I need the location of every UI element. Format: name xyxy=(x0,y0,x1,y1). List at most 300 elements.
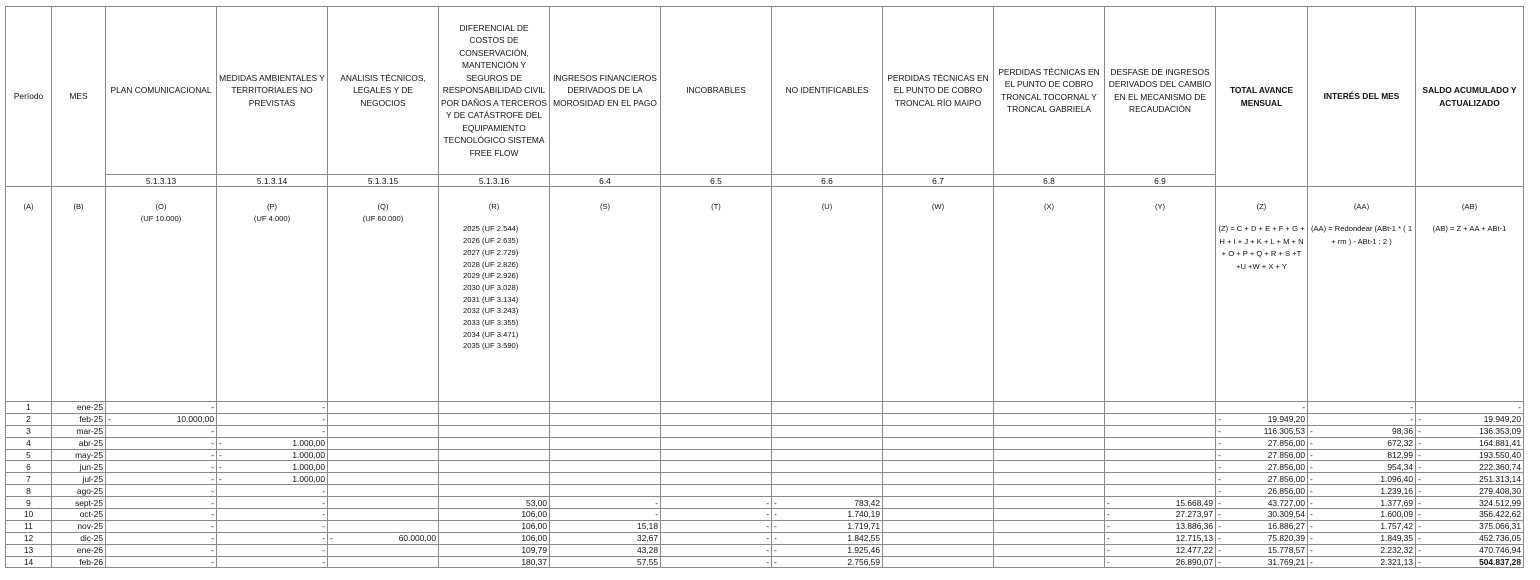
cell-Z xyxy=(1216,497,1308,509)
cell-AA xyxy=(1308,509,1416,521)
cell-P: - xyxy=(217,556,328,568)
cell-p: 5 xyxy=(6,449,52,461)
spreadsheet xyxy=(5,6,1524,568)
cell-value: 375.066,31 xyxy=(1479,521,1521,532)
cell-Q xyxy=(328,497,439,509)
accounting-dash: - xyxy=(1310,557,1313,568)
cell-U xyxy=(772,449,883,461)
cell-value: 15.668,49 xyxy=(1175,497,1213,508)
cell-X xyxy=(994,520,1105,532)
cell-Y xyxy=(1105,509,1216,521)
accounting-dash: - xyxy=(1107,545,1110,556)
header-row xyxy=(6,7,1524,175)
desc-T xyxy=(661,187,772,402)
cell-T: - xyxy=(661,556,772,568)
cell-S xyxy=(550,461,661,473)
code-Q: 5.1.3.15 xyxy=(328,175,439,187)
accounting-dash: - xyxy=(1418,509,1421,520)
r-year-item: 2034 (UF 3.471) xyxy=(463,329,519,339)
cell-S: 15,18 xyxy=(550,520,661,532)
cell-O: - xyxy=(106,544,217,556)
cell-Q xyxy=(328,509,439,521)
r-year-item: 2035 (UF 3.590) xyxy=(463,341,519,351)
cell-p: 10 xyxy=(6,509,52,521)
cell-Y xyxy=(1105,461,1216,473)
code-S: 6.4 xyxy=(550,175,661,187)
cell-X xyxy=(994,485,1105,497)
accounting-dash: - xyxy=(1418,461,1421,472)
cell-X xyxy=(994,425,1105,437)
accounting-dash: - xyxy=(219,461,222,472)
cell-T: - xyxy=(661,509,772,521)
formula-AA: (AA) = Redondear (ABt-1 * ( 1 + rm ) - ABt-1 ; 2 ) xyxy=(1310,224,1413,246)
letter-S: (S) xyxy=(599,202,611,211)
formula-Z: (Z) = C + D + E + F + G + H + I + J + K + L + M + N + O + P + Q + R + S +T +U +W + X + Y xyxy=(1218,224,1305,271)
code-P: 5.1.3.14 xyxy=(217,175,328,187)
desc-AA xyxy=(1308,187,1416,402)
header-O: PLAN COMUNICACIONAL xyxy=(106,7,217,175)
r-year-item: 2033 (UF 3.355) xyxy=(463,318,519,328)
cell-value: 19.949,20 xyxy=(1483,414,1521,425)
cell-value: 1.000,00 xyxy=(292,450,325,460)
cell-R xyxy=(439,485,550,497)
header-AB: SALDO ACUMULADO Y ACTUALIZADO xyxy=(1416,7,1524,187)
cell-T xyxy=(661,425,772,437)
cell-AA xyxy=(1308,437,1416,449)
code-W: 6.7 xyxy=(883,175,994,187)
cell-m: feb-26 xyxy=(52,556,106,568)
letter-B-text: (B) xyxy=(73,202,84,211)
cell-value: 470.746,94 xyxy=(1479,545,1521,556)
cell-p: 6 xyxy=(6,461,52,473)
cell-Y xyxy=(1105,520,1216,532)
cell-R xyxy=(439,425,550,437)
cell-W xyxy=(883,413,994,425)
accounting-dash: - xyxy=(1418,521,1421,532)
cell-Y xyxy=(1105,532,1216,544)
code-X: 6.8 xyxy=(994,175,1105,187)
cell-value: 16.886,27 xyxy=(1267,521,1305,532)
cell-X xyxy=(994,532,1105,544)
cell-value: 12.477,22 xyxy=(1175,545,1213,556)
desc-W xyxy=(883,187,994,402)
accounting-dash: - xyxy=(1310,461,1313,472)
cell-R xyxy=(439,473,550,485)
cell-W xyxy=(883,544,994,556)
cell-Q xyxy=(328,556,439,568)
cell-m: ene-26 xyxy=(52,544,106,556)
cell-Q xyxy=(328,402,439,414)
cell-T: - xyxy=(661,532,772,544)
cell-Z xyxy=(1216,437,1308,449)
accounting-dash: - xyxy=(774,521,777,532)
cell-value: 27.273,97 xyxy=(1175,509,1213,520)
table-row xyxy=(6,402,1524,414)
cell-value: 2.232,32 xyxy=(1380,545,1413,556)
letter-U: (U) xyxy=(821,202,833,211)
cell-U xyxy=(772,473,883,485)
cell-value: 1.719,71 xyxy=(847,521,880,532)
cell-T: - xyxy=(661,520,772,532)
accounting-dash: - xyxy=(1218,557,1221,568)
cell-value: 15.778,57 xyxy=(1267,545,1305,556)
letter-X: (X) xyxy=(1043,202,1055,211)
cap-P: (UF 4.000) xyxy=(253,214,291,224)
cell-P xyxy=(217,461,328,473)
cell-R: 106,00 xyxy=(439,509,550,521)
cell-O xyxy=(106,413,217,425)
letter-Q: (Q) xyxy=(377,202,389,211)
letter-T: (T) xyxy=(711,202,721,211)
cell-Q xyxy=(328,437,439,449)
accounting-dash: - xyxy=(1218,426,1221,437)
cell-m: may-25 xyxy=(52,449,106,461)
cell-m: jun-25 xyxy=(52,461,106,473)
cell-Y xyxy=(1105,497,1216,509)
cell-Z xyxy=(1216,413,1308,425)
desc-Y xyxy=(1105,187,1216,402)
cell-T xyxy=(661,473,772,485)
accounting-dash: - xyxy=(1107,533,1110,544)
r-year-item: 2028 (UF 2.826) xyxy=(463,259,519,269)
cell-U xyxy=(772,544,883,556)
cell-U xyxy=(772,402,883,414)
cell-T: - xyxy=(661,544,772,556)
cell-value: 251.313,14 xyxy=(1479,473,1521,484)
cell-X xyxy=(994,544,1105,556)
header-mes: MES xyxy=(52,7,106,187)
cell-X xyxy=(994,402,1105,414)
accounting-dash: - xyxy=(774,533,777,544)
cell-S: - xyxy=(550,497,661,509)
cell-U xyxy=(772,509,883,521)
table-row xyxy=(6,425,1524,437)
desc-S xyxy=(550,187,661,402)
accounting-dash: - xyxy=(1310,426,1313,437)
cell-value: 1.377,69 xyxy=(1380,497,1413,508)
r-year-item: 2025 (UF 2.544) xyxy=(463,224,519,234)
cell-S xyxy=(550,473,661,485)
accounting-dash: - xyxy=(1418,473,1421,484)
cell-value: 452.736,05 xyxy=(1479,533,1521,544)
cell-AA xyxy=(1308,473,1416,485)
header-P: MEDIDAS AMBIENTALES Y TERRITORIALES NO PREVISTAS xyxy=(217,7,328,175)
cell-O: - xyxy=(106,485,217,497)
cell-value: 324.512,99 xyxy=(1479,497,1521,508)
cell-S: 57,55 xyxy=(550,556,661,568)
cell-value: 75.820,39 xyxy=(1267,533,1305,544)
cell-O: - xyxy=(106,520,217,532)
cell-W xyxy=(883,437,994,449)
cell-Z xyxy=(1216,473,1308,485)
cell-Z xyxy=(1216,449,1308,461)
cell-R xyxy=(439,449,550,461)
cell-O: - xyxy=(106,461,217,473)
accounting-dash: - xyxy=(1418,533,1421,544)
header-R: DIFERENCIAL DE COSTOS DE CONSERVACIÓN, MANTENCIÓN Y SEGUROS DE RESPONSABILIDAD CIVIL POR DAÑOS A TERCEROS Y DE CATÁSTROFE DEL EQUIPAMIENTO TECNOLÓGICO SISTEMA FREE FLOW xyxy=(439,7,550,175)
cell-X xyxy=(994,461,1105,473)
cell-Z: - xyxy=(1216,402,1308,414)
letter-B xyxy=(52,187,106,402)
cell-R: 106,00 xyxy=(439,532,550,544)
cell-p: 3 xyxy=(6,425,52,437)
cell-S xyxy=(550,402,661,414)
cell-value: 136.353,09 xyxy=(1479,426,1521,437)
cell-p: 12 xyxy=(6,532,52,544)
letter-W: (W) xyxy=(931,202,945,211)
cell-U xyxy=(772,437,883,449)
cell-Q xyxy=(328,485,439,497)
cell-value: 1.842,55 xyxy=(847,533,880,544)
cell-W xyxy=(883,532,994,544)
accounting-dash: - xyxy=(1218,509,1221,520)
header-AA: INTERÉS DEL MES xyxy=(1308,7,1416,187)
cell-value: 1.096,40 xyxy=(1380,473,1413,484)
cell-O: - xyxy=(106,532,217,544)
cell-Y xyxy=(1105,402,1216,414)
cell-O: - xyxy=(106,497,217,509)
cell-AB xyxy=(1416,485,1524,497)
cell-O: - xyxy=(106,556,217,568)
cell-m: nov-25 xyxy=(52,520,106,532)
accounting-dash: - xyxy=(1310,533,1313,544)
cell-U xyxy=(772,556,883,568)
cell-m: sept-25 xyxy=(52,497,106,509)
cell-AB xyxy=(1416,473,1524,485)
cell-AA xyxy=(1308,532,1416,544)
cell-T xyxy=(661,437,772,449)
desc-AB xyxy=(1416,187,1524,402)
advance-table xyxy=(5,6,1524,568)
cell-P: - xyxy=(217,544,328,556)
cell-W xyxy=(883,461,994,473)
header-S: INGRESOS FINANCIEROS DERIVADOS DE LA MOROSIDAD EN EL PAGO xyxy=(550,7,661,175)
cell-value: 279.408,30 xyxy=(1479,485,1521,496)
cell-value: 1.740,19 xyxy=(847,509,880,520)
cell-Z xyxy=(1216,461,1308,473)
cell-AA: - xyxy=(1308,413,1416,425)
r-year-item: 2026 (UF 2.635) xyxy=(463,236,519,246)
desc-O xyxy=(106,187,217,402)
cell-T xyxy=(661,402,772,414)
cell-R xyxy=(439,402,550,414)
code-Y: 6.9 xyxy=(1105,175,1216,187)
cell-AB xyxy=(1416,520,1524,532)
cell-X xyxy=(994,437,1105,449)
desc-X xyxy=(994,187,1105,402)
cell-value: 783,42 xyxy=(854,497,880,508)
table-row xyxy=(6,520,1524,532)
cell-m: feb-25 xyxy=(52,413,106,425)
cell-value: 13.886,36 xyxy=(1175,521,1213,532)
cell-AB xyxy=(1416,509,1524,521)
table-row xyxy=(6,509,1524,521)
cell-P xyxy=(217,449,328,461)
accounting-dash: - xyxy=(1107,509,1110,520)
r-years-list xyxy=(441,223,547,352)
cell-W xyxy=(883,449,994,461)
table-row xyxy=(6,437,1524,449)
cell-value: 812,99 xyxy=(1387,450,1413,460)
cell-value: 31.769,21 xyxy=(1267,557,1305,568)
cell-X xyxy=(994,473,1105,485)
accounting-dash: - xyxy=(774,557,777,568)
r-year-item: 2030 (UF 3.028) xyxy=(463,282,519,292)
letter-Y: (Y) xyxy=(1154,202,1166,211)
accounting-dash: - xyxy=(1218,414,1221,425)
cell-AA xyxy=(1308,520,1416,532)
cell-AA xyxy=(1308,485,1416,497)
cell-value: 1.849,35 xyxy=(1380,533,1413,544)
accounting-dash: - xyxy=(1418,497,1421,508)
cell-T xyxy=(661,449,772,461)
cell-R xyxy=(439,461,550,473)
accounting-dash: - xyxy=(1218,521,1221,532)
cell-Q xyxy=(328,413,439,425)
desc-U xyxy=(772,187,883,402)
accounting-dash: - xyxy=(1418,557,1421,568)
cell-P: - xyxy=(217,532,328,544)
cell-W xyxy=(883,509,994,521)
table-row xyxy=(6,473,1524,485)
cell-p: 2 xyxy=(6,413,52,425)
cell-X xyxy=(994,413,1105,425)
cell-m: mar-25 xyxy=(52,425,106,437)
cell-p: 13 xyxy=(6,544,52,556)
header-W: PERDIDAS TÉCNICAS EN EL PUNTO DE COBRO TRONCAL RÍO MAIPO xyxy=(883,7,994,175)
accounting-dash: - xyxy=(1310,545,1313,556)
accounting-dash: - xyxy=(1310,521,1313,532)
cell-S xyxy=(550,449,661,461)
cell-value: 1.925,46 xyxy=(847,545,880,556)
cell-p: 9 xyxy=(6,497,52,509)
table-row xyxy=(6,413,1524,425)
cell-value: 1.000,00 xyxy=(292,461,325,472)
header-X: PERDIDAS TÉCNICAS EN EL PUNTO DE COBRO TRONCAL TOCORNAL Y TRONCAL GABRIELA xyxy=(994,7,1105,175)
header-periodo: Período xyxy=(6,7,52,187)
cell-value: 193.550,40 xyxy=(1479,450,1521,460)
cell-Q xyxy=(328,461,439,473)
accounting-dash: - xyxy=(1418,426,1421,437)
letter-P: (P) xyxy=(266,202,278,211)
cell-p: 4 xyxy=(6,437,52,449)
accounting-dash: - xyxy=(1418,485,1421,496)
letter-AB: (AB) xyxy=(1461,202,1478,211)
cell-X xyxy=(994,449,1105,461)
cell-value: 10.000,00 xyxy=(176,414,214,425)
cell-value: 60.000,00 xyxy=(398,533,436,544)
cell-P: - xyxy=(217,425,328,437)
cell-O: - xyxy=(106,402,217,414)
cell-S: - xyxy=(550,509,661,521)
r-year-item: 2027 (UF 2.729) xyxy=(463,247,519,257)
cell-O: - xyxy=(106,449,217,461)
cell-W xyxy=(883,497,994,509)
cell-value: 26.856,00 xyxy=(1267,485,1305,496)
cell-W xyxy=(883,485,994,497)
r-year-item: 2032 (UF 3.243) xyxy=(463,306,519,316)
cell-value: 1.239,16 xyxy=(1380,485,1413,496)
cell-value: 19.949,20 xyxy=(1267,414,1305,425)
cell-P xyxy=(217,437,328,449)
cell-Z xyxy=(1216,425,1308,437)
cell-AB xyxy=(1416,544,1524,556)
cell-Z xyxy=(1216,485,1308,497)
header-U: NO IDENTIFICABLES xyxy=(772,7,883,175)
cell-AB xyxy=(1416,497,1524,509)
cell-S xyxy=(550,485,661,497)
letter-Z: (Z) xyxy=(1256,202,1267,211)
cell-m: ago-25 xyxy=(52,485,106,497)
desc-Z xyxy=(1216,187,1308,402)
cell-U xyxy=(772,461,883,473)
cap-Q: (UF 60.000) xyxy=(362,214,404,224)
cell-AA: - xyxy=(1308,402,1416,414)
accounting-dash: - xyxy=(1418,438,1421,449)
accounting-dash: - xyxy=(1218,450,1221,460)
code-U: 6.6 xyxy=(772,175,883,187)
cell-value: 116.305,53 xyxy=(1263,426,1305,437)
cell-P xyxy=(217,473,328,485)
accounting-dash: - xyxy=(1107,557,1110,568)
cell-Z xyxy=(1216,509,1308,521)
cell-R: 106,00 xyxy=(439,520,550,532)
code-O: 5.1.3.13 xyxy=(106,175,217,187)
cell-X xyxy=(994,497,1105,509)
accounting-dash: - xyxy=(1218,473,1221,484)
cell-O: - xyxy=(106,437,217,449)
cell-AB xyxy=(1416,556,1524,568)
code-R: 5.1.3.16 xyxy=(439,175,550,187)
accounting-dash: - xyxy=(219,438,222,449)
cell-S xyxy=(550,425,661,437)
desc-Q xyxy=(328,187,439,402)
accounting-dash: - xyxy=(774,545,777,556)
accounting-dash: - xyxy=(330,533,333,544)
accounting-dash: - xyxy=(1218,497,1221,508)
accounting-dash: - xyxy=(1310,473,1313,484)
cell-AB xyxy=(1416,413,1524,425)
cell-value: 98,36 xyxy=(1392,426,1413,437)
cell-m: dic-25 xyxy=(52,532,106,544)
accounting-dash: - xyxy=(1218,545,1221,556)
accounting-dash: - xyxy=(1418,450,1421,460)
cell-P: - xyxy=(217,485,328,497)
accounting-dash: - xyxy=(1107,521,1110,532)
cell-X xyxy=(994,509,1105,521)
cell-Q xyxy=(328,425,439,437)
cell-R: 180,37 xyxy=(439,556,550,568)
accounting-dash: - xyxy=(1107,497,1110,508)
cell-value: 27.856,00 xyxy=(1267,473,1305,484)
accounting-dash: - xyxy=(1310,497,1313,508)
table-row xyxy=(6,485,1524,497)
cell-value: 222.360,74 xyxy=(1479,461,1521,472)
accounting-dash: - xyxy=(1218,533,1221,544)
accounting-dash: - xyxy=(1418,545,1421,556)
table-row xyxy=(6,544,1524,556)
cell-O: - xyxy=(106,509,217,521)
cell-U xyxy=(772,520,883,532)
cell-Y xyxy=(1105,473,1216,485)
cell-AB xyxy=(1416,437,1524,449)
cell-Q xyxy=(328,473,439,485)
accounting-dash: - xyxy=(1310,485,1313,496)
cell-R: 109,79 xyxy=(439,544,550,556)
accounting-dash: - xyxy=(774,509,777,520)
cell-Y xyxy=(1105,556,1216,568)
cell-Y xyxy=(1105,437,1216,449)
